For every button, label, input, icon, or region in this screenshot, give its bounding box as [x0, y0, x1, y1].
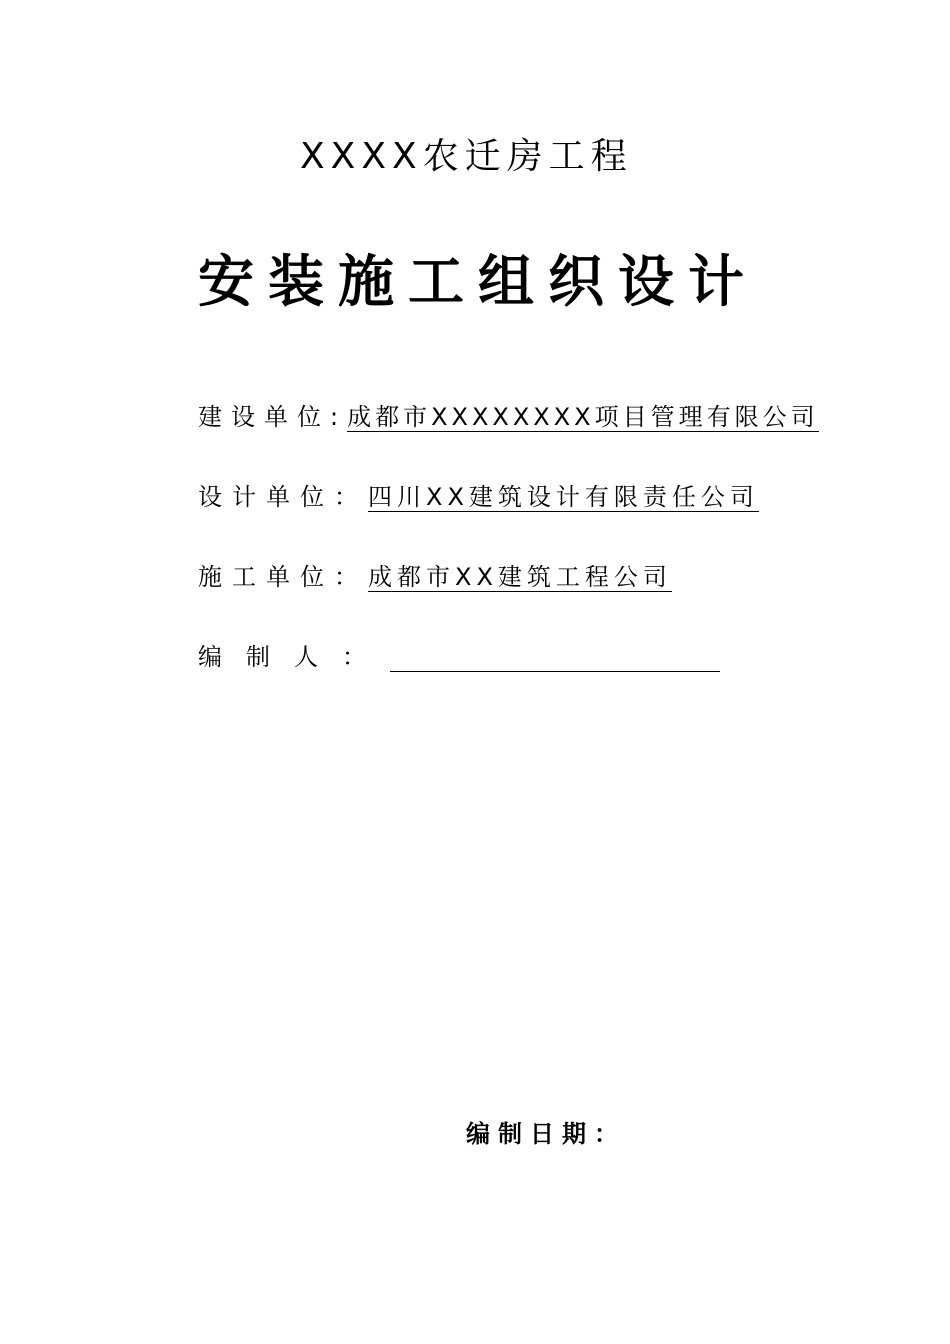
design-unit-row: [198, 472, 759, 512]
author-blank-line: [390, 645, 720, 672]
design-unit-value: 四川XX建筑设计有限责任公司: [368, 482, 759, 511]
document-title: 安装施工组织设计: [198, 250, 758, 315]
contractor-unit-row: [198, 552, 672, 592]
contractor-unit-label: 施工单位：: [198, 563, 368, 591]
construction-unit-row: [198, 392, 819, 432]
design-unit-label: 设计单位：: [198, 483, 368, 511]
author-label: 编制人：: [198, 643, 390, 671]
author-row: [198, 632, 720, 672]
construction-unit-label: 建设单位:: [198, 403, 348, 431]
construction-unit-value: 成都市XXXXXXXX项目管理有限公司: [347, 402, 819, 431]
project-title: XXXX农迁房工程: [300, 136, 633, 177]
compile-date-label: 编制日期：: [466, 1120, 626, 1148]
contractor-unit-value: 成都市XX建筑工程公司: [368, 562, 672, 591]
